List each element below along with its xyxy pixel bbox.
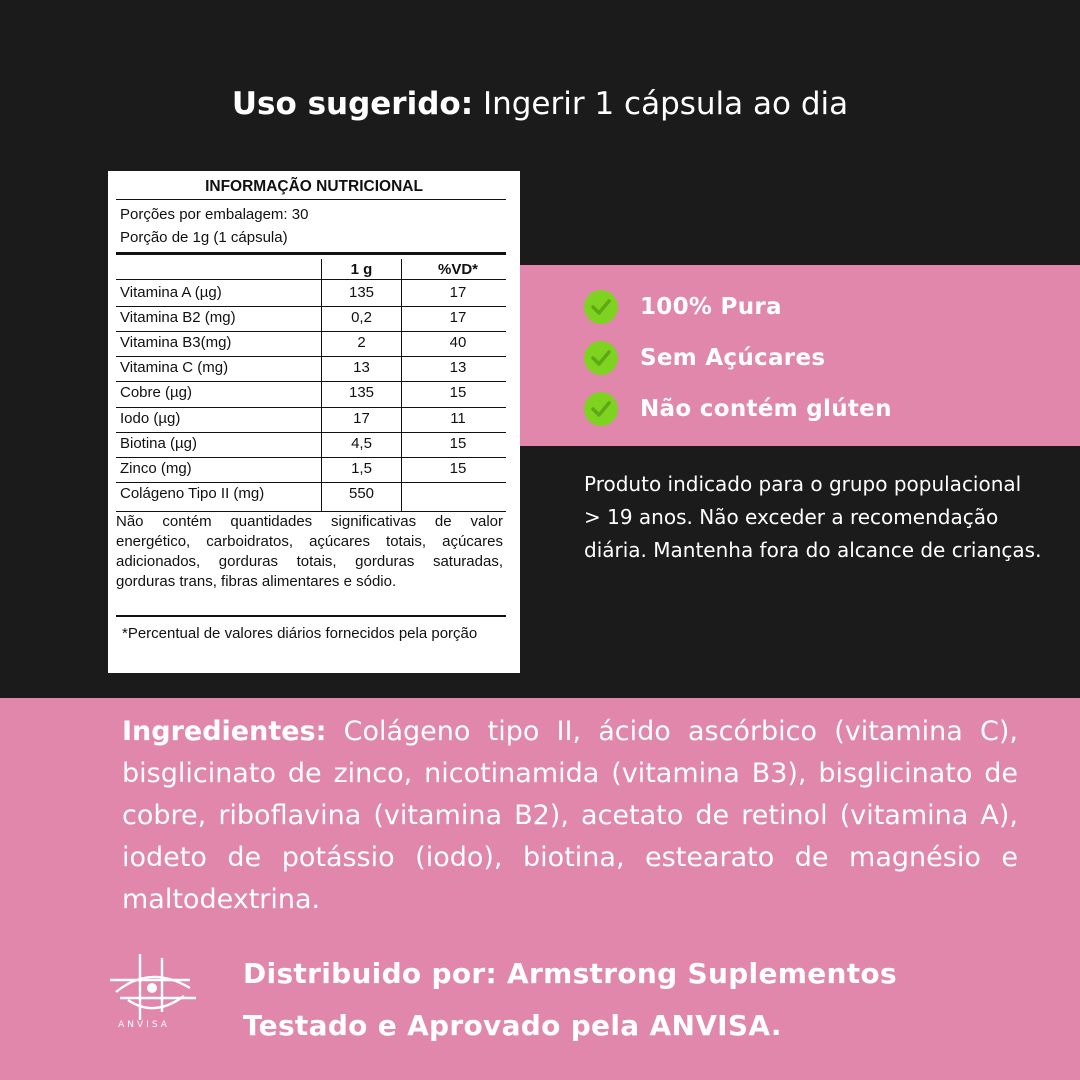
column-header-vd: %VD* bbox=[437, 261, 478, 278]
feature-item bbox=[584, 341, 825, 375]
nutrient-amount: 135 bbox=[348, 384, 375, 402]
nutrient-vd: 11 bbox=[450, 409, 466, 427]
row-divider bbox=[116, 306, 506, 307]
row-divider bbox=[116, 381, 506, 382]
nutrient-vd: 40 bbox=[449, 334, 467, 352]
product-description: Produto indicado para o grupo populacional > 19 anos. Não exceder a recomendação diária. Mantenha fora do alcance de crianças. bbox=[584, 472, 1042, 562]
check-icon bbox=[584, 392, 618, 426]
check-icon bbox=[584, 341, 618, 375]
ingredients-text: Colágeno tipo II, ácido ascórbico (vitamina C), bisglicinato de zinco, nicotinamida (vitamina B3), bisglicinato de cobre, riboflavina (vitamina B2), acetato de retinol (vitamina A), iodeto de potássio (iodo), biotina, estearato de magnésio e maltodextrina. bbox=[122, 716, 1018, 915]
nutrition-table bbox=[108, 171, 520, 673]
feature-item bbox=[584, 290, 782, 324]
nutrient-amount: 13 bbox=[353, 359, 370, 377]
nutrient-vd: 13 bbox=[449, 359, 467, 377]
nutrition-footnote: *Percentual de valores diários fornecidos pela porção bbox=[122, 625, 478, 642]
nutrient-name: Vitamina B3(mg) bbox=[120, 334, 232, 352]
row-divider bbox=[116, 482, 506, 483]
nutrient-name: Biotina (µg) bbox=[120, 434, 198, 452]
features-box bbox=[520, 265, 1080, 446]
row-divider bbox=[116, 331, 506, 332]
nutrient-name: Iodo (µg) bbox=[120, 409, 181, 427]
usage-line bbox=[0, 86, 1080, 122]
nutrition-title: INFORMAÇÃO NUTRICIONAL bbox=[205, 178, 423, 195]
nutrient-amount: 17 bbox=[353, 409, 370, 427]
nutrient-name: Vitamina B2 (mg) bbox=[120, 309, 236, 327]
nutrient-amount: 4,5 bbox=[351, 434, 372, 452]
nutrient-vd: 15 bbox=[449, 434, 467, 452]
nutrient-amount: 135 bbox=[348, 284, 375, 301]
nutrient-name: Vitamina A (µg) bbox=[120, 284, 222, 301]
nutrient-amount: 2 bbox=[357, 334, 366, 352]
check-icon bbox=[584, 290, 618, 324]
feature-label: Sem Açúcares bbox=[640, 345, 826, 371]
ingredients-paragraph bbox=[122, 711, 1018, 921]
row-divider bbox=[116, 407, 506, 408]
nutrient-vd: 15 bbox=[449, 459, 467, 477]
nutrient-amount: 550 bbox=[348, 484, 375, 502]
divider bbox=[116, 279, 506, 280]
nutrient-vd: 15 bbox=[449, 384, 467, 402]
nutrient-amount: 0,2 bbox=[351, 309, 372, 327]
feature-label: 100% Pura bbox=[640, 294, 782, 320]
approval-text: Testado e Aprovado pela ANVISA. bbox=[243, 1009, 782, 1042]
feature-item bbox=[584, 392, 892, 426]
nutrient-amount: 1,5 bbox=[351, 459, 372, 477]
anvisa-logo-text: ANVISA bbox=[118, 1020, 170, 1030]
nutrient-name: Colágeno Tipo II (mg) bbox=[120, 484, 265, 502]
nutrient-vd: 17 bbox=[449, 309, 467, 327]
row-divider bbox=[116, 356, 506, 357]
divider bbox=[116, 252, 506, 255]
usage-label: Uso sugerido: bbox=[231, 86, 474, 122]
distributor-text: Distribuido por: Armstrong Suplementos bbox=[243, 957, 897, 990]
nutrient-name: Zinco (mg) bbox=[120, 459, 192, 477]
nutrient-vd: 17 bbox=[449, 284, 467, 301]
nutrient-name: Cobre (µg) bbox=[120, 384, 192, 402]
nutrition-note: Não contém quantidades significativas de valor energético, carboidratos, açúcares totais, açúcares adicionados, gorduras totais, gorduras saturadas, gorduras trans, fibras alimentares e sódio. bbox=[116, 513, 503, 590]
portion-text: Porção de 1g (1 cápsula) bbox=[120, 229, 288, 246]
servings-text: Porções por embalagem: 30 bbox=[120, 206, 309, 223]
usage-text: Ingerir 1 cápsula ao dia bbox=[473, 86, 849, 122]
column-header-amount: 1 g bbox=[350, 261, 373, 278]
feature-label: Não contém glúten bbox=[640, 396, 892, 422]
divider bbox=[116, 199, 506, 200]
row-divider bbox=[116, 432, 506, 433]
nutrient-name: Vitamina C (mg) bbox=[120, 359, 229, 377]
row-divider bbox=[116, 457, 506, 458]
divider bbox=[116, 615, 506, 617]
ingredients-label: Ingredientes: bbox=[122, 716, 327, 747]
